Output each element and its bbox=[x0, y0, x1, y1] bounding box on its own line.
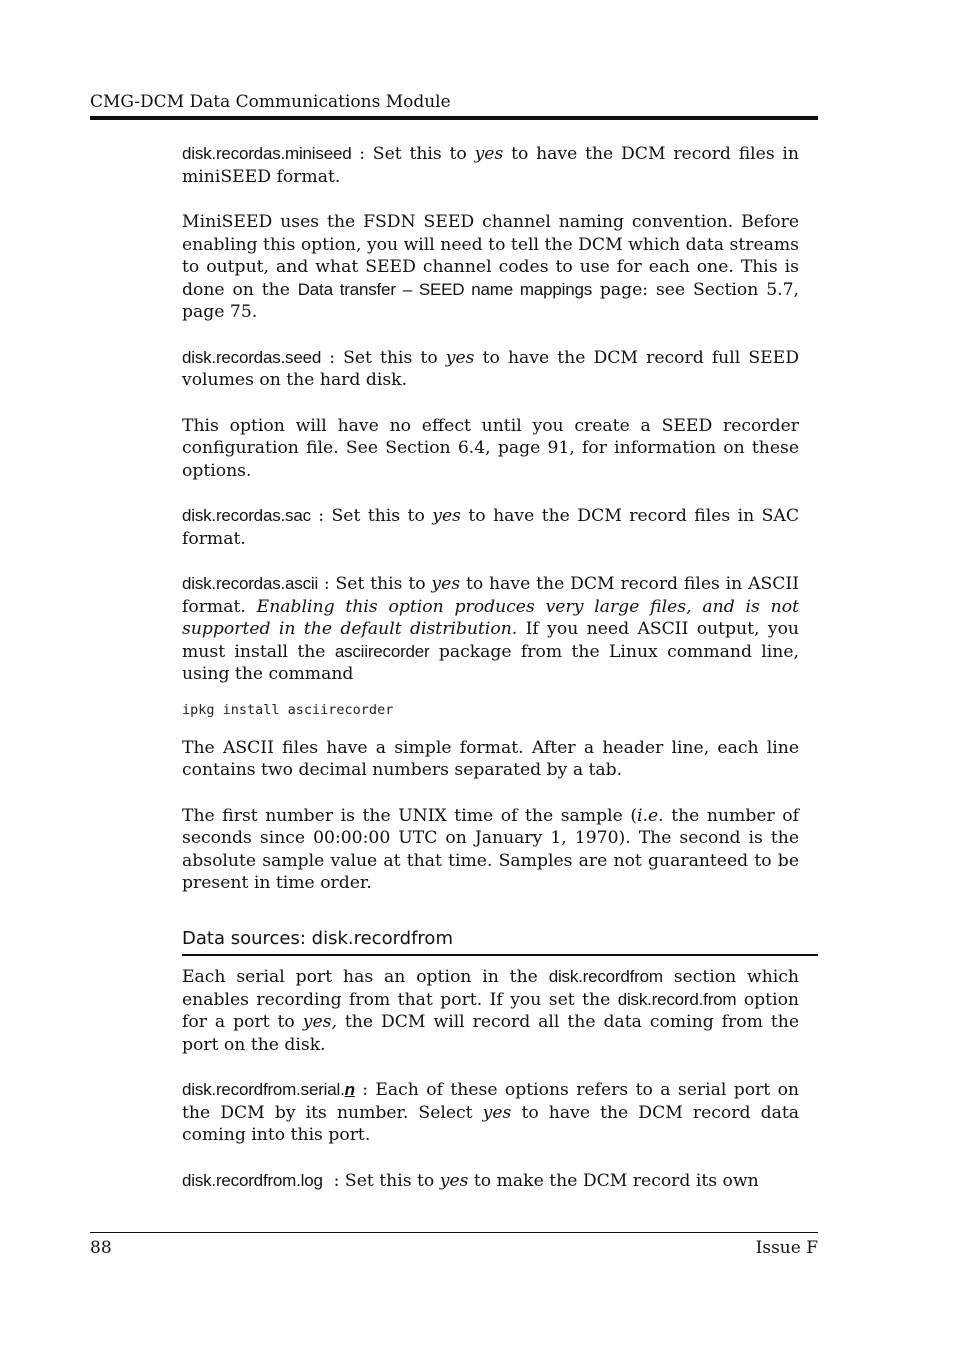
text: option for a port to bbox=[182, 989, 799, 1032]
paragraph-miniseed-note bbox=[182, 211, 799, 324]
text: to have the DCM record files in SAC format. bbox=[182, 506, 799, 549]
emphasis: yes, bbox=[302, 1012, 337, 1032]
page-reference: Data transfer – SEED name mappings bbox=[297, 279, 593, 299]
section-content bbox=[182, 966, 799, 1215]
emphasis: yes bbox=[482, 1102, 512, 1123]
paragraph-recordfrom bbox=[182, 966, 799, 1056]
section-heading: Data sources: disk.recordfrom bbox=[182, 928, 453, 949]
paragraph-ascii-format bbox=[182, 737, 799, 782]
text: the DCM will record all the data coming from the port on the disk. bbox=[182, 1012, 799, 1055]
text: to have the DCM record full SEED volumes on the hard disk. bbox=[182, 347, 799, 390]
page-footer bbox=[90, 1237, 818, 1259]
footer-rule bbox=[90, 1232, 818, 1233]
running-header: CMG-DCM Data Communications Module bbox=[90, 92, 451, 112]
text: to have the DCM record files in miniSEED format. bbox=[182, 144, 799, 187]
option-keyword: disk.recordas.sac bbox=[182, 506, 311, 525]
text: the number of seconds since 00:00:00 UTC on January 1, 1970). The second is the absolute sample value at that time. Samples are not guaranteed to be present in time order. bbox=[182, 805, 800, 893]
text: The first number is the UNIX time of the sample ( bbox=[182, 805, 638, 826]
text: to have the DCM record data coming into this port. bbox=[182, 1102, 799, 1145]
text: to make the DCM record its own bbox=[468, 1170, 759, 1191]
paragraph-seed bbox=[182, 347, 799, 392]
option-keyword: disk.recordas.ascii bbox=[182, 574, 319, 593]
header-rule bbox=[90, 116, 818, 120]
text: : Set this to bbox=[318, 574, 432, 594]
issue-label: Issue F bbox=[755, 1238, 818, 1258]
text: package from the Linux command line, using the command bbox=[182, 641, 799, 684]
text: The ASCII files have a simple format. After a header line, each line contains two decimal numbers separated by a tab. bbox=[182, 737, 799, 780]
main-content bbox=[182, 143, 799, 918]
option-keyword: disk.recordas.seed bbox=[182, 347, 322, 367]
text: : Each of these options refers to a serial port on the DCM by its number. Select bbox=[182, 1080, 799, 1123]
paragraph-recordfrom-log bbox=[182, 1170, 799, 1193]
paragraph-recordfrom-serial bbox=[182, 1079, 799, 1147]
option-keyword: disk.recordfrom bbox=[548, 967, 663, 986]
section-rule bbox=[182, 954, 818, 956]
text: page: see Section 5.7, page 75. bbox=[182, 279, 799, 322]
emphasis: i.e. bbox=[637, 805, 664, 826]
text: : Set this to bbox=[321, 347, 446, 368]
paragraph-miniseed bbox=[182, 143, 799, 188]
emphasis: yes bbox=[431, 574, 461, 594]
emphasis: yes bbox=[432, 506, 461, 526]
option-variable: n bbox=[344, 1080, 355, 1099]
option-keyword: disk.recordfrom.serial. bbox=[182, 1080, 345, 1099]
paragraph-unix-time bbox=[182, 805, 799, 895]
text: : Set this to bbox=[310, 506, 433, 526]
code-command: ipkg install asciirecorder bbox=[182, 701, 394, 718]
paragraph-seed-note bbox=[182, 415, 799, 483]
text: MiniSEED uses the FSDN SEED channel naming convention. Before enabling this option, you will need to tell the DCM which data streams to output, and what SEED channel codes to use for each one. This is done on the bbox=[182, 212, 799, 300]
text: section which enables recording from that port. If you set the bbox=[182, 967, 799, 1010]
option-keyword: disk.record.from bbox=[617, 989, 737, 1009]
page-number: 88 bbox=[90, 1238, 112, 1258]
package-name: asciirecorder bbox=[334, 641, 430, 661]
paragraph-sac bbox=[182, 505, 799, 550]
text: Each serial port has an option in the bbox=[182, 967, 549, 987]
emphasis: yes bbox=[445, 347, 475, 368]
text: This option will have no effect until you create a SEED recorder configuration file. See Section 6.4, page 91, for information on these options. bbox=[182, 415, 799, 481]
emphasis: Enabling this option produces very large files, and is not supported in the default distribution. bbox=[182, 596, 800, 639]
emphasis: yes bbox=[439, 1170, 469, 1191]
text: : Set this to bbox=[351, 144, 475, 164]
option-keyword: disk.recordas.miniseed bbox=[182, 144, 352, 163]
paragraph-ascii bbox=[182, 573, 799, 686]
text: to have the DCM record files in ASCII format. bbox=[182, 574, 799, 617]
emphasis: yes bbox=[474, 144, 504, 164]
text: If you need ASCII output, you must install the bbox=[182, 619, 799, 662]
text: : Set this to bbox=[322, 1170, 440, 1191]
option-keyword: disk.recordfrom.log bbox=[182, 1170, 323, 1190]
